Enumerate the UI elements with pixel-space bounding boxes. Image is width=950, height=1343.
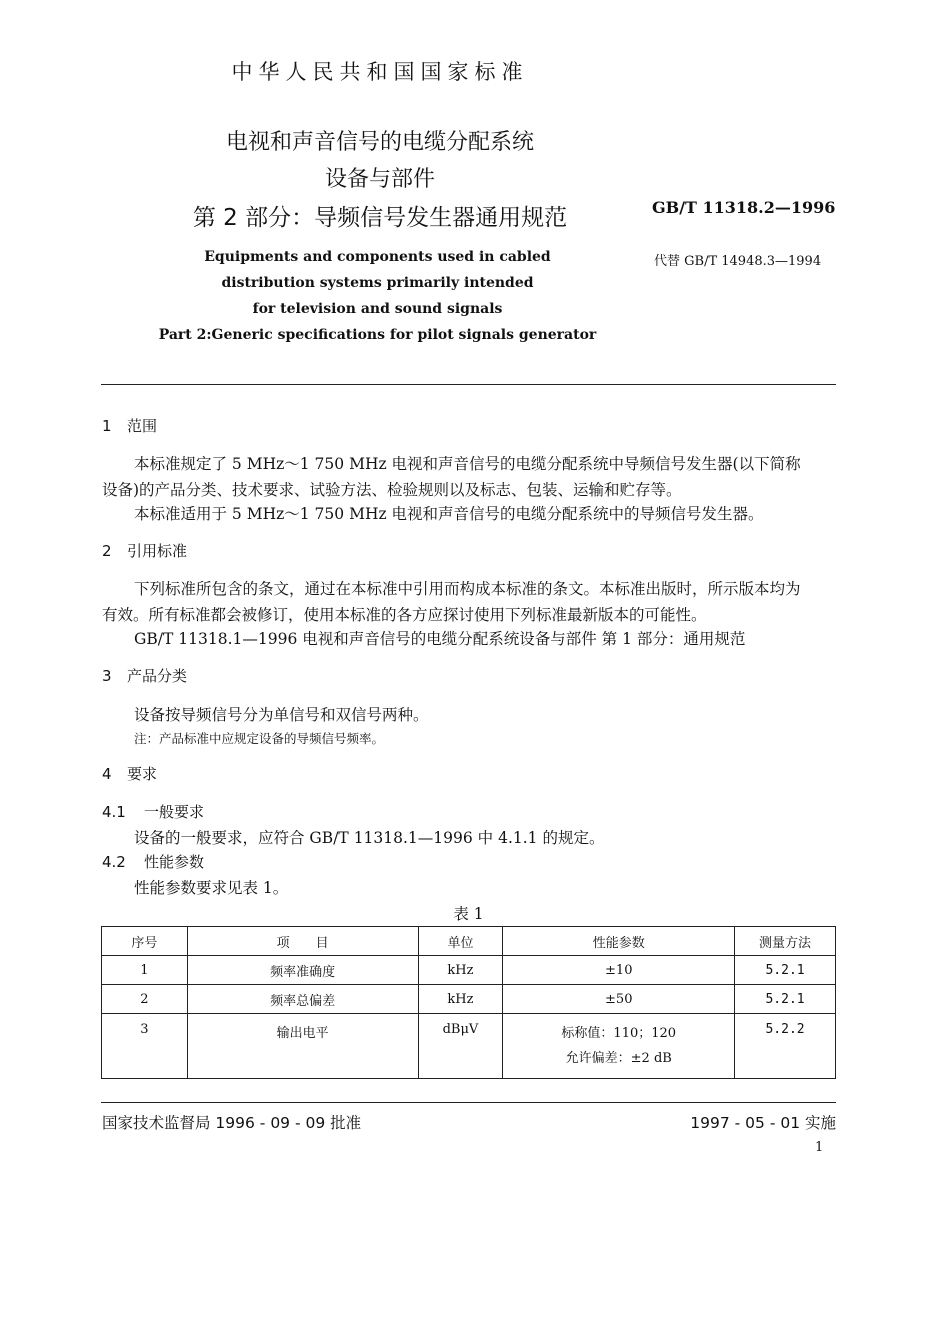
section-2-number: 2 (102, 542, 112, 560)
section-2-reference: GB/T 11318.1—1996 电视和声音信号的电缆分配系统设备与部件 第 1 部分：通用规范 (134, 630, 746, 648)
cell-param (503, 1014, 735, 1079)
national-standard-header: 中华人民共和国国家标准 (231, 60, 529, 84)
cell-item: 频率准确度 (187, 956, 418, 985)
section-2-paragraph-line-2: 有效。所有标准都会被修订，使用本标准的各方应探讨使用下列标准最新版本的可能性。 (102, 606, 707, 624)
section-1-title: 范围 (127, 417, 158, 435)
section-1-number: 1 (102, 417, 112, 435)
section-4-1-heading (102, 801, 204, 822)
table-header-row (102, 927, 836, 956)
performance-table (101, 926, 836, 1079)
approval-date: 国家技术监督局 1996 - 09 - 09 批准 (102, 1114, 362, 1132)
section-1-paragraph-1-line-1: 本标准规定了 5 MHz～1 750 MHz 电视和声音信号的电缆分配系统中导频信号发生器(以下简称 (134, 455, 801, 473)
section-4-1-number: 4.1 (102, 803, 126, 821)
section-2-paragraph-line-1: 下列标准所包含的条文，通过在本标准中引用而构成本标准的条文。本标准出版时，所示版本均为 (134, 580, 801, 598)
title-en-line-1: Equipments and components used in cabled (204, 249, 551, 265)
section-1-paragraph-2: 本标准适用于 5 MHz～1 750 MHz 电视和声音信号的电缆分配系统中的导频信号发生器。 (134, 505, 764, 523)
cell-no: 3 (102, 1014, 188, 1079)
header-param: 性能参数 (503, 927, 735, 956)
header-item: 项 目 (187, 927, 418, 956)
cell-param: ±50 (503, 985, 735, 1014)
cell-item: 输出电平 (187, 1014, 418, 1079)
title-en-line-4: Part 2:Generic specifications for pilot signals generator (158, 327, 597, 343)
section-1-heading (102, 415, 157, 436)
effective-date: 1997 - 05 - 01 实施 (690, 1114, 836, 1132)
section-2-heading (102, 540, 187, 561)
standard-number: GB/T 11318.2—1996 (652, 198, 836, 217)
header-method: 测量方法 (735, 927, 836, 956)
cell-method: 5.2.1 (735, 956, 836, 985)
param-tolerance: 允许偏差：±2 dB (565, 1051, 672, 1066)
section-3-heading (102, 665, 187, 686)
section-3-paragraph: 设备按导频信号分为单信号和双信号两种。 (134, 706, 429, 724)
cell-method: 5.2.2 (735, 1014, 836, 1079)
title-en-line-2: distribution systems primarily intended (221, 275, 534, 291)
section-4-2-paragraph: 性能参数要求见表 1。 (134, 879, 289, 897)
cell-unit: kHz (418, 985, 503, 1014)
table-row (102, 1014, 836, 1079)
section-4-2-heading (102, 851, 204, 872)
param-nominal: 标称值：110；120 (561, 1026, 677, 1041)
section-3-title: 产品分类 (127, 667, 188, 685)
cell-no: 2 (102, 985, 188, 1014)
cell-unit: dBμV (418, 1014, 503, 1079)
section-4-2-title: 性能参数 (144, 853, 205, 871)
top-divider (101, 384, 836, 385)
table-row (102, 956, 836, 985)
cell-unit: kHz (418, 956, 503, 985)
bottom-divider (101, 1102, 836, 1103)
section-4-2-number: 4.2 (102, 853, 126, 871)
section-4-1-paragraph: 设备的一般要求，应符合 GB/T 11318.1—1996 中 4.1.1 的规定。 (134, 829, 605, 847)
section-4-heading (102, 763, 157, 784)
cell-no: 1 (102, 956, 188, 985)
section-1-paragraph-1-line-2: 设备)的产品分类、技术要求、试验方法、检验规则以及标志、包装、运输和贮存等。 (102, 481, 682, 499)
cell-param: ±10 (503, 956, 735, 985)
section-2-title: 引用标准 (127, 542, 188, 560)
section-4-number: 4 (102, 765, 112, 783)
title-en-line-3: for television and sound signals (252, 301, 503, 317)
title-cn-line-2: 设备与部件 (324, 167, 435, 192)
title-cn-line-3: 第 2 部分：导频信号发生器通用规范 (192, 205, 568, 231)
title-cn-line-1: 电视和声音信号的电缆分配系统 (225, 130, 534, 155)
header-no: 序号 (102, 927, 188, 956)
section-3-number: 3 (102, 667, 112, 685)
table-row (102, 985, 836, 1014)
header-unit: 单位 (418, 927, 503, 956)
section-4-title: 要求 (127, 765, 158, 783)
section-3-note: 注：产品标准中应规定设备的导频信号频率。 (134, 731, 385, 746)
table-caption: 表 1 (453, 905, 484, 923)
page-number: 1 (815, 1140, 824, 1155)
section-4-1-title: 一般要求 (144, 803, 205, 821)
cell-method: 5.2.1 (735, 985, 836, 1014)
cell-item: 频率总偏差 (187, 985, 418, 1014)
replaces-standard: 代替 GB/T 14948.3—1994 (654, 254, 822, 269)
